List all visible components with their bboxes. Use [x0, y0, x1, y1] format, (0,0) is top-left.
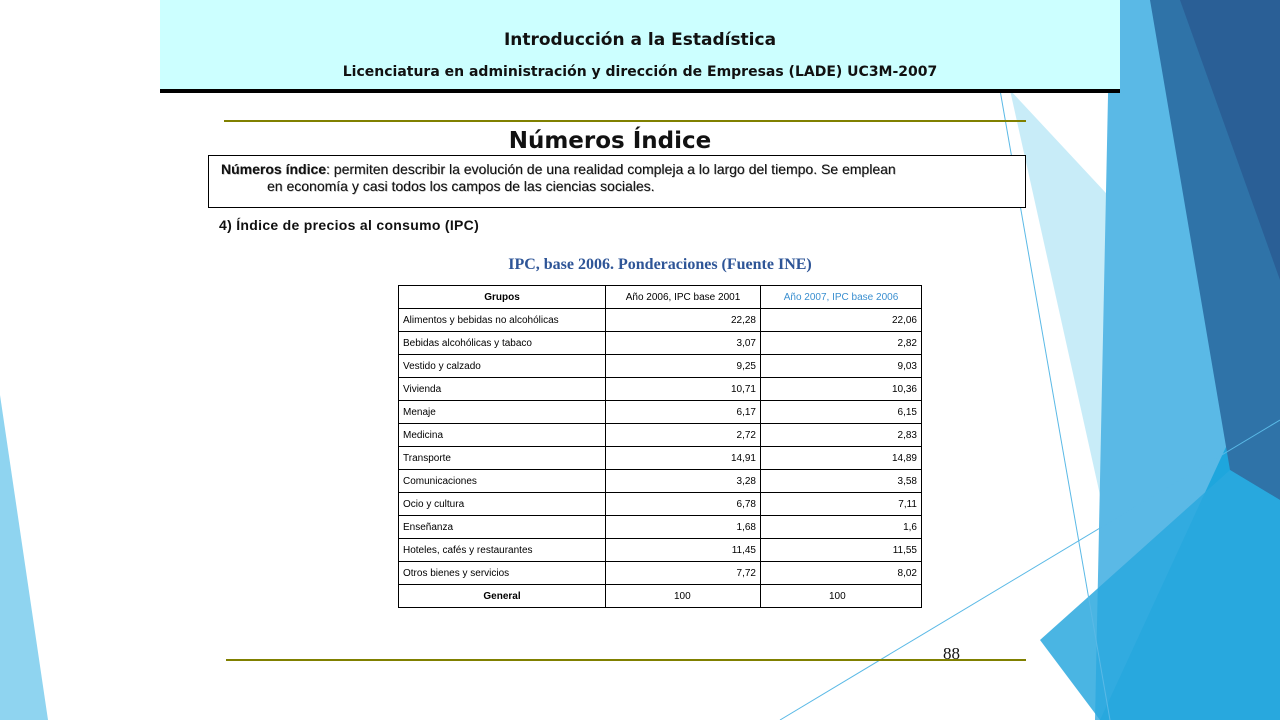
header-title: Introducción a la Estadística [503, 30, 777, 50]
row-group-name: Medicina [399, 424, 606, 447]
page-number: 88 [943, 644, 960, 663]
row-value-2006: 10,71 [606, 378, 761, 401]
row-group-name: Menaje [399, 401, 606, 424]
row-value-2006: 7,72 [606, 562, 761, 585]
row-group-name: Vestido y calzado [399, 355, 606, 378]
row-value-2007: 14,89 [761, 447, 922, 470]
row-value-2007: 1,6 [761, 516, 922, 539]
table-row [399, 401, 922, 424]
header-2007: Año 2007, IPC base 2006 [761, 286, 922, 309]
row-group-name: Ocio y cultura [399, 493, 606, 516]
definition-box [208, 155, 1026, 208]
definition-text-1: : permiten describir la evolución de una realidad compleja a lo largo del tiempo. Se emplean [326, 161, 896, 177]
table-header-row [399, 286, 922, 309]
row-group-name: Alimentos y bebidas no alcohólicas [399, 309, 606, 332]
row-group-name: Enseñanza [399, 516, 606, 539]
table-row [399, 378, 922, 401]
row-value-2006: 11,45 [606, 539, 761, 562]
header-groups: Grupos [399, 286, 606, 309]
row-value-2006: 6,78 [606, 493, 761, 516]
table-total-row [399, 585, 922, 608]
row-value-2007: 22,06 [761, 309, 922, 332]
row-value-2006: 6,17 [606, 401, 761, 424]
row-value-2006: 9,25 [606, 355, 761, 378]
table-row [399, 562, 922, 585]
bottom-divider [226, 659, 1026, 661]
top-divider [224, 120, 1026, 122]
total-value-2006: 100 [606, 585, 761, 608]
left-accent-shape [0, 395, 48, 720]
definition-term: Números índice [221, 161, 327, 177]
row-value-2006: 3,28 [606, 470, 761, 493]
row-value-2006: 14,91 [606, 447, 761, 470]
row-group-name: Comunicaciones [399, 470, 606, 493]
row-group-name: Bebidas alcohólicas y tabaco [399, 332, 606, 355]
ipc-weights-table [398, 285, 922, 608]
slide-title: Números Índice [508, 128, 712, 154]
section-heading: 4) Índice de precios al consumo (IPC) [219, 217, 480, 233]
row-value-2006: 2,72 [606, 424, 761, 447]
definition-line-2: en economía y casi todos los campos de las ciencias sociales. [267, 178, 655, 194]
row-value-2007: 3,58 [761, 470, 922, 493]
table-row [399, 332, 922, 355]
row-value-2007: 2,82 [761, 332, 922, 355]
row-value-2006: 1,68 [606, 516, 761, 539]
total-value-2007: 100 [761, 585, 922, 608]
table-title: IPC, base 2006. Ponderaciones (Fuente INE) [508, 256, 812, 273]
table-row [399, 470, 922, 493]
row-value-2007: 7,11 [761, 493, 922, 516]
header-subtitle: Licenciatura en administración y dirección de Empresas (LADE) UC3M-2007 [342, 64, 938, 80]
row-value-2007: 6,15 [761, 401, 922, 424]
row-group-name: Vivienda [399, 378, 606, 401]
row-value-2007: 9,03 [761, 355, 922, 378]
table-row [399, 309, 922, 332]
row-value-2007: 11,55 [761, 539, 922, 562]
row-value-2007: 2,83 [761, 424, 922, 447]
definition-line-1 [221, 161, 1011, 178]
row-value-2007: 10,36 [761, 378, 922, 401]
row-value-2006: 22,28 [606, 309, 761, 332]
row-value-2006: 3,07 [606, 332, 761, 355]
row-value-2007: 8,02 [761, 562, 922, 585]
table-row [399, 355, 922, 378]
header-2006: Año 2006, IPC base 2001 [606, 286, 761, 309]
table-row [399, 424, 922, 447]
row-group-name: Hoteles, cafés y restaurantes [399, 539, 606, 562]
row-group-name: Transporte [399, 447, 606, 470]
table-row [399, 539, 922, 562]
total-label: General [399, 585, 606, 608]
row-group-name: Otros bienes y servicios [399, 562, 606, 585]
table-row [399, 447, 922, 470]
table-row [399, 516, 922, 539]
table-row [399, 493, 922, 516]
slide-header [160, 0, 1120, 93]
